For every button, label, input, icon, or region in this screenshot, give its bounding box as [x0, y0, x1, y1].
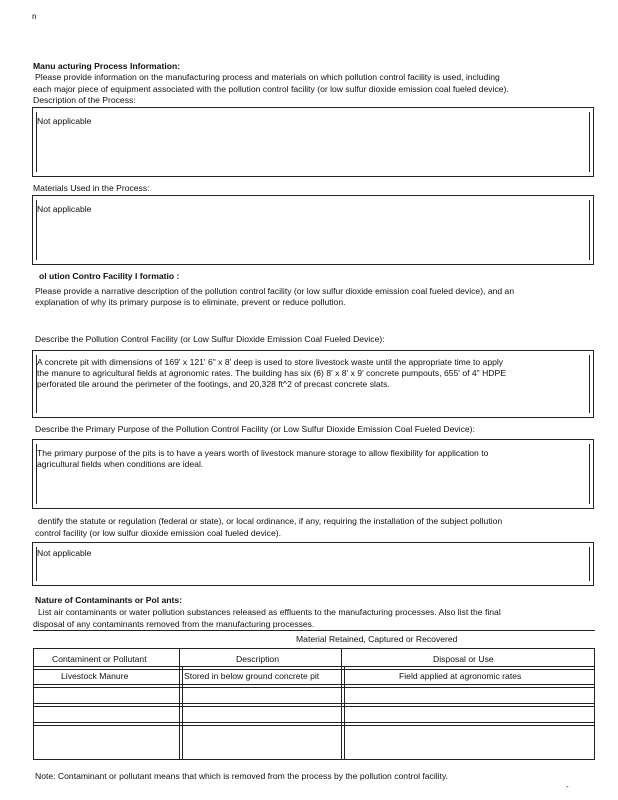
table-rule	[33, 648, 34, 760]
materials-field[interactable]	[32, 195, 594, 265]
statute-value: Not applicable	[37, 548, 92, 558]
table-cell-description: Stored in below ground concrete pit	[184, 671, 320, 681]
manufacturing-instruction-1: Please provide information on the manufacturing process and materials on which pollution control facility is used, including	[35, 72, 500, 82]
statute-instruction-2: control facility (or low sulfur dioxide emission coal fueled device).	[35, 528, 281, 538]
statute-field[interactable]	[32, 542, 594, 586]
column-header-contaminant: Contaminent or Pollutant	[52, 654, 147, 664]
contaminants-heading: Nature of Contaminants or Pol ants:	[35, 595, 183, 605]
table-rule	[33, 706, 595, 707]
describe-facility-line-1: A concrete pit with dimensions of 169' x 121' 6" x 8' deep is used to store livestock waste until the appropriate time to apply	[37, 357, 504, 367]
pollution-instruction-2: explanation of why its primary purpose is to eliminate, prevent or reduce pollution.	[35, 297, 346, 307]
footnote: Note: Contaminant or pollutant means that which is removed from the process by the pollution control facility.	[35, 771, 449, 781]
table-rule	[594, 648, 595, 760]
describe-facility-label: Describe the Pollution Control Facility (or Low Sulfur Dioxide Emission Coal Fueled Device):	[35, 334, 385, 344]
materials-value: Not applicable	[37, 204, 92, 214]
statute-instruction-1: dentify the statute or regulation (federal or state), or local ordinance, if any, requiring the installation of the subject pollution	[38, 516, 503, 526]
pollution-instruction-1: Please provide a narrative description of the pollution control facility (or low sulfur dioxide emission coal fueled device), and an	[35, 286, 515, 296]
description-field[interactable]	[32, 107, 594, 177]
table-rule	[33, 759, 595, 760]
description-value: Not applicable	[37, 116, 92, 126]
table-rule	[341, 648, 342, 760]
table-rule	[33, 648, 595, 649]
column-header-disposal: Disposal or Use	[433, 654, 494, 664]
column-header-description: Description	[236, 654, 279, 664]
table-cell-contaminant: Livestock Manure	[61, 671, 129, 681]
table-cell-disposal: Field applied at agronomic rates	[399, 671, 522, 681]
table-rule	[182, 666, 183, 760]
table-rule	[344, 666, 345, 760]
material-group-header: Material Retained, Captured or Recovered	[296, 634, 458, 644]
table-rule	[33, 703, 595, 704]
table-rule	[33, 666, 595, 667]
table-rule	[33, 725, 595, 726]
primary-purpose-line-1: The primary purpose of the pits is to have a years worth of livestock manure storage to allow flexibility for application to	[37, 448, 489, 458]
materials-label: Materials Used in the Process:	[33, 183, 150, 193]
primary-purpose-line-2: agricultural fields when conditions are ideal.	[37, 459, 204, 469]
describe-facility-line-2: the manure to agricultural fields at agronomic rates. The building has six (6) 8' x 8' x 9' concrete pumpouts, 655' of 4" HDPE	[37, 368, 506, 378]
describe-facility-line-3: perforated tile around the perimeter of the footings, and 20,328 ft^2 of precast concrete slats.	[37, 379, 390, 389]
page-corner-mark: n	[32, 12, 37, 21]
table-rule	[179, 648, 180, 760]
table-rule	[33, 684, 595, 685]
description-label: Description of the Process:	[33, 95, 136, 105]
primary-purpose-label: Describe the Primary Purpose of the Pollution Control Facility (or Low Sulfur Dioxide Emission Coal Fueled Device):	[35, 424, 475, 434]
manufacturing-heading: Manu acturing Process Information:	[33, 61, 181, 71]
pollution-control-heading: ol ution Contro Facility I formatio :	[39, 271, 180, 281]
page-corner-mark: -	[566, 782, 569, 791]
table-rule	[33, 687, 595, 688]
contaminants-instruction-1: List air contaminants or water pollution substances released as effluents to the manufacturing processes. Also list the final	[38, 607, 501, 617]
manufacturing-instruction-2: each major piece of equipment associated with the pollution control facility (or low sulfur dioxide emission coal fueled device).	[33, 84, 509, 94]
table-rule	[33, 722, 595, 723]
contaminants-instruction-2: disposal of any contaminants removed from the manufacturing processes.	[33, 619, 315, 629]
table-rule	[33, 669, 595, 670]
table-top-rule	[33, 630, 595, 631]
